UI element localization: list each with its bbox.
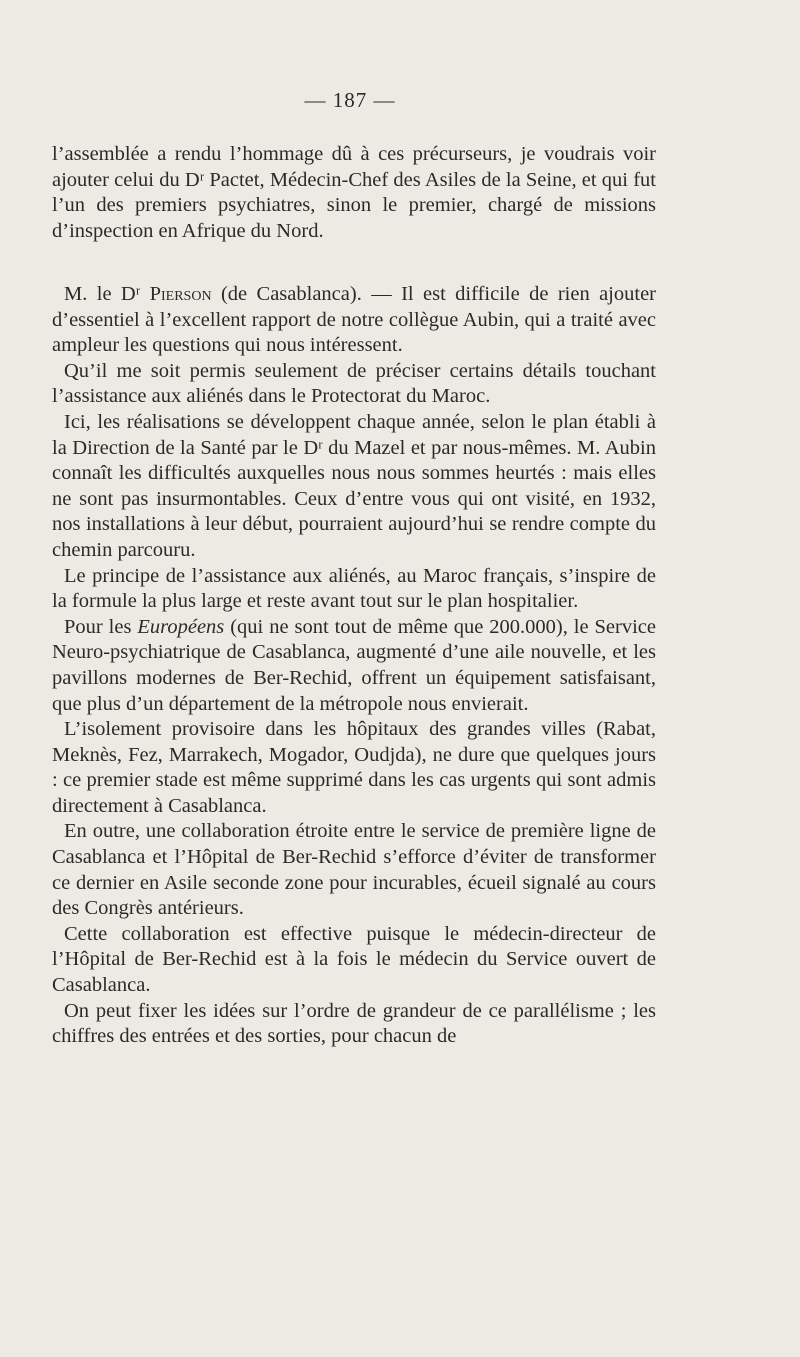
paragraph-6-start: Pour les	[64, 615, 138, 638]
page-number: — 187 —	[304, 88, 396, 112]
speaker-statement: (de Casablanca). — Il est difficile de rien ajouter d’essentiel à l’excellent rapport de notre collègue Aubin, qui a traité avec ampleur les questions qui nous intéressent.	[52, 283, 657, 357]
paragraph-2	[52, 282, 656, 359]
text-block-intro	[52, 142, 656, 244]
paragraph-9: Cette collaboration est effective puisque le médecin-directeur de l’Hôpital de Ber-Rechid est à la fois le médecin du Service ouvert de Casablanca.	[52, 922, 656, 997]
paragraph-5: Le principe de l’assistance aux aliénés, au Maroc français, s’inspire de la formule la plus large et reste avant tout sur le plan hospitalier.	[52, 564, 656, 613]
text-block-main	[52, 282, 656, 1050]
paragraph-3: Qu’il me soit permis seulement de préciser certains détails touchant l’assistance aux aliénés dans le Protectorat du Maroc.	[52, 359, 656, 408]
paragraph-6-italic: Européens	[137, 615, 225, 638]
paragraph-4: Ici, les réalisations se développent chaque année, selon le plan établi à la Direction de la Santé par le Dʳ du Mazel et par nous-mêmes. M. Aubin connaît les difficultés auxquelles nous nous sommes heurtés : mais elles ne sont pas insurmontables. Ceux d’entre vous qui ont visité, en 1932, nos installations à leur début, pourraient aujourd’hui se rendre compte du chemin parcouru.	[52, 410, 656, 561]
paragraph-6-end: (qui ne sont tout de même que 200.000), le Service Neuro-psychiatrique de Casablanca, augmenté d’une aile nouvelle, et les pavillons modernes de Ber-Rechid, offrent un équipement satisfaisant, que plus d’un département de la métropole nous envierait.	[52, 615, 656, 715]
paragraph-10: On peut fixer les idées sur l’ordre de grandeur de ce parallélisme ; les chiffres des entrées et des sorties, pour chacun de	[52, 999, 656, 1048]
paragraph-8: En outre, une collaboration étroite entre le service de première ligne de Casablanca et l’Hôpital de Ber-Rechid s’efforce d’éviter de transformer ce dernier en Asile seconde zone pour incurables, écueil signalé au cours des Congrès antérieurs.	[52, 820, 656, 920]
paragraph-1: l’assemblée a rendu l’hommage dû à ces précurseurs, je voudrais voir ajouter celui du Dʳ Pactet, Médecin-Chef des Asiles de la Seine, et qui fut l’un des premiers psychiatres, sinon le premier, chargé de missions d’inspection en Afrique du Nord.	[52, 143, 656, 242]
paragraph-6	[52, 615, 656, 717]
speaker-name: Pierson	[149, 283, 212, 305]
paragraph-7: L’isolement provisoire dans les hôpitaux des grandes villes (Rabat, Meknès, Fez, Marrakech, Mogador, Oudjda), ne dure que quelques jours : ce premier stade est même supprimé dans les cas urgents qui sont admis directement à Casablanca.	[52, 718, 656, 817]
speaker-prefix: M. le Dʳ	[64, 283, 150, 305]
